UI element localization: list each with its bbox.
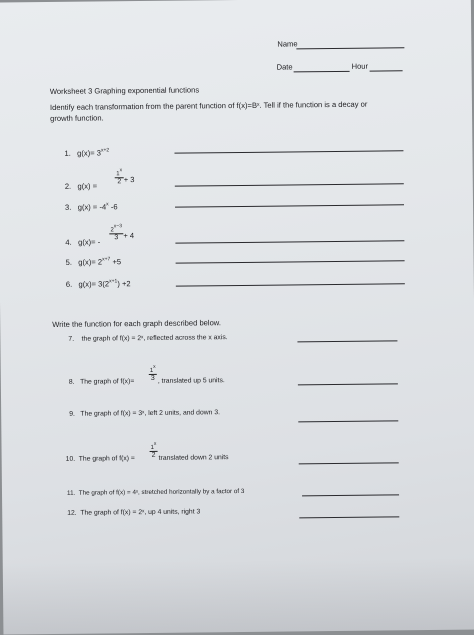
- question-12: [67, 508, 200, 516]
- question-number: 3.: [64, 202, 72, 212]
- fraction-numerator: 1: [116, 171, 120, 178]
- exponent: x−3: [113, 223, 123, 230]
- question-number: 8.: [68, 378, 75, 386]
- question-text-tail: , translated up 5 units.: [157, 377, 225, 385]
- fraction-denominator: 3: [109, 233, 123, 242]
- question-expression-tail: + 4: [123, 231, 135, 241]
- question-text-tail: translated down 2 units: [158, 454, 229, 462]
- question-number: 2.: [64, 181, 72, 191]
- answer-line-10: [299, 462, 399, 464]
- answer-line-9: [298, 420, 398, 422]
- question-1: [64, 148, 109, 157]
- question-number: 6.: [65, 279, 73, 289]
- date-label: Date: [276, 62, 293, 72]
- fraction-numerator: 1: [150, 444, 154, 451]
- fraction-denominator: 2: [115, 177, 124, 186]
- question-text: the graph of f(x) = 2ˣ, reflected across the x axis.: [81, 334, 228, 343]
- name-line: [296, 47, 404, 49]
- answer-line-11: [302, 494, 399, 496]
- question-expression-tail: +5: [110, 257, 122, 267]
- hour-label: Hour: [351, 61, 369, 71]
- page-shadow: [3, 558, 474, 635]
- question-number: 12.: [67, 509, 77, 517]
- question-text: The graph of f(x) = 4ˣ, stretched horizontally by a factor of 3: [78, 487, 245, 497]
- question-number: 9.: [69, 410, 75, 418]
- question-expression-tail: + 3: [123, 175, 135, 185]
- question-number: 7.: [68, 335, 75, 343]
- question-9: [69, 409, 220, 418]
- answer-line-7: [297, 340, 397, 342]
- answer-line-6: [176, 283, 405, 286]
- question-text: The graph of f(x) = 3ˣ, left 2 units, and down 3.: [80, 409, 221, 418]
- fraction-denominator: 2: [150, 451, 158, 460]
- question-expression: g(x)= 3(2: [78, 279, 110, 289]
- question-number: 5.: [65, 257, 72, 267]
- question-2: [65, 181, 97, 190]
- answer-line-4: [175, 240, 404, 243]
- exponent: x+2: [100, 147, 110, 154]
- instructions-line-1: Identify each transformation from the parent function of f(x)=Bˣ. Tell if the function is a decay or: [49, 99, 368, 112]
- question-expression: g(x) = -4: [77, 202, 107, 212]
- question-6: [66, 279, 131, 289]
- question-expression: g(x) =: [77, 181, 98, 191]
- worksheet-title: Worksheet 3 Graphing exponential functions: [49, 85, 200, 96]
- question-8: [69, 378, 135, 386]
- instructions-line-2: growth function.: [50, 113, 104, 123]
- fraction-4: [109, 223, 123, 242]
- fraction-8: [149, 363, 157, 383]
- fraction-2: [115, 167, 124, 186]
- exponent: x: [106, 201, 109, 208]
- question-3: [65, 202, 118, 212]
- question-expression-tail: ) +2: [117, 279, 131, 289]
- fraction-numerator: 1: [149, 367, 154, 374]
- fraction-numerator: 2: [110, 227, 114, 234]
- fraction-10: [150, 440, 158, 460]
- hour-line: [370, 70, 403, 71]
- answer-line-12: [299, 516, 399, 518]
- name-label: Name: [277, 39, 298, 49]
- answer-line-2: [175, 183, 404, 186]
- question-number: 10.: [65, 455, 76, 463]
- question-text: The graph of f(x)=: [80, 378, 135, 386]
- exponent: x: [153, 440, 157, 447]
- answer-line-8: [298, 383, 398, 385]
- exponent: x+7: [102, 256, 111, 263]
- question-7: [68, 334, 227, 343]
- fraction-denominator: 3: [149, 374, 157, 383]
- answer-line-1: [174, 150, 403, 153]
- date-line: [294, 71, 350, 73]
- question-11: [67, 488, 244, 497]
- question-expression: g(x)= 2: [78, 257, 103, 267]
- question-expression: g(x)= -: [78, 237, 101, 247]
- answer-line-5: [176, 260, 405, 263]
- question-5: [66, 257, 122, 267]
- question-expression-tail: -6: [108, 202, 118, 212]
- question-4: [65, 237, 100, 246]
- question-text: The graph of f(x) = 2ˣ, up 4 units, right 3: [80, 508, 201, 517]
- question-number: 1.: [64, 148, 71, 158]
- question-number: 4.: [65, 237, 72, 247]
- section-2-title: Write the function for each graph described below.: [52, 318, 222, 329]
- exponent: x: [153, 363, 156, 370]
- exponent: x+1: [109, 278, 118, 285]
- question-number: 11.: [66, 489, 76, 497]
- exponent: x: [119, 167, 123, 174]
- question-text: The graph of f(x) =: [78, 455, 135, 463]
- question-expression: g(x)= 3: [77, 148, 102, 158]
- answer-line-3: [175, 204, 404, 207]
- question-10: [66, 455, 135, 463]
